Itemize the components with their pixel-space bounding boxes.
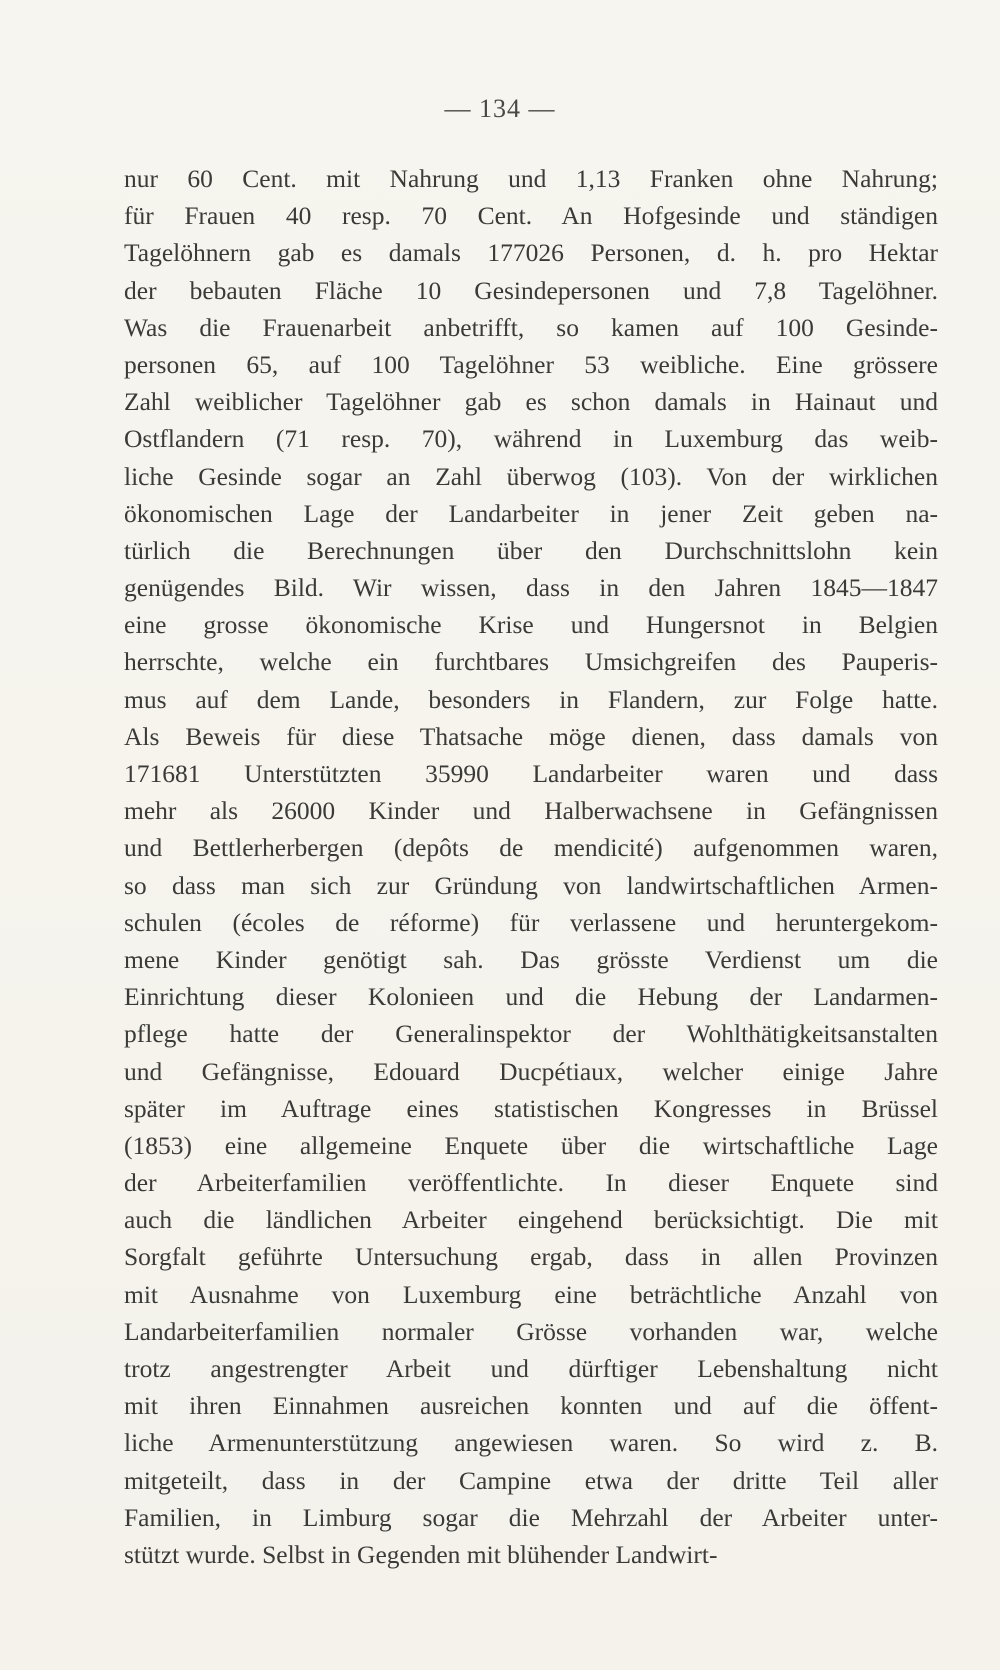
text-line: Familien, in Limburg sogar die Mehrzahl der Arbeiter unter- xyxy=(124,1502,938,1532)
text-line: für Frauen 40 resp. 70 Cent. An Hofgesinde und ständigen xyxy=(124,201,938,231)
text-line: Zahl weiblicher Tagelöhner gab es schon damals in Hainaut und xyxy=(124,387,938,417)
text-line: und Gefängnisse, Edouard Ducpétiaux, welcher einige Jahre xyxy=(124,1056,938,1086)
text-line: Was die Frauenarbeit anbetrifft, so kamen auf 100 Gesinde- xyxy=(124,312,938,342)
text-line: eine grosse ökonomische Krise und Hungersnot in Belgien xyxy=(124,610,938,640)
text-line: mehr als 26000 Kinder und Halberwachsene in Gefängnissen xyxy=(124,796,938,826)
text-line: genügendes Bild. Wir wissen, dass in den Jahren 1845—1847 xyxy=(124,573,938,603)
text-line: (1853) eine allgemeine Enquete über die wirtschaftliche Lage xyxy=(124,1130,938,1160)
text-line: mus auf dem Lande, besonders in Flandern, zur Folge hatte. xyxy=(124,684,938,714)
text-line: Als Beweis für diese Thatsache möge dienen, dass damals von xyxy=(124,721,938,751)
text-line: mit ihren Einnahmen ausreichen konnten und auf die öffent- xyxy=(124,1391,938,1421)
text-line: 171681 Unterstützten 35990 Landarbeiter waren und dass xyxy=(124,759,938,788)
text-line: pflege hatte der Generalinspektor der Wohlthätigkeitsanstalten xyxy=(124,1019,938,1049)
text-line: mit Ausnahme von Luxemburg eine beträchtliche Anzahl von xyxy=(124,1279,938,1309)
text-line: liche Armenunterstützung angewiesen waren. So wird z. B. xyxy=(124,1428,938,1458)
body-text xyxy=(124,160,938,1573)
text-line: mitgeteilt, dass in der Campine etwa der dritte Teil aller xyxy=(124,1465,938,1495)
text-line: trotz angestrengter Arbeit und dürftiger Lebenshaltung nicht xyxy=(124,1354,938,1383)
text-line: Tagelöhnern gab es damals 177026 Personen, d. h. pro Hektar xyxy=(124,238,938,268)
text-line: so dass man sich zur Gründung von landwirtschaftlichen Armen- xyxy=(124,870,938,900)
text-line: stützt wurde. Selbst in Gegenden mit blühender Landwirt- xyxy=(124,1539,718,1569)
text-line: später im Auftrage eines statistischen Kongresses in Brüssel xyxy=(124,1093,938,1123)
page-number: — 134 — xyxy=(444,94,556,123)
text-line: Einrichtung dieser Kolonieen und die Hebung der Landarmen- xyxy=(124,982,938,1012)
text-line: Ostflandern (71 resp. 70), während in Luxemburg das weib- xyxy=(124,424,938,454)
text-line: nur 60 Cent. mit Nahrung und 1,13 Franken ohne Nahrung; xyxy=(124,164,938,193)
text-line: personen 65, auf 100 Tagelöhner 53 weibliche. Eine grössere xyxy=(124,349,938,379)
text-line: auch die ländlichen Arbeiter eingehend berücksichtigt. Die mit xyxy=(124,1205,938,1235)
text-line: schulen (écoles de réforme) für verlassene und heruntergekom- xyxy=(124,907,938,937)
text-line: liche Gesinde sogar an Zahl überwog (103). Von der wirklichen xyxy=(124,461,938,491)
text-line: Sorgfalt geführte Untersuchung ergab, dass in allen Provinzen xyxy=(124,1242,938,1272)
text-line: der bebauten Fläche 10 Gesindepersonen und 7,8 Tagelöhner. xyxy=(124,275,938,305)
text-line: der Arbeiterfamilien veröffentlichte. In dieser Enquete sind xyxy=(124,1168,938,1198)
text-line: herrschte, welche ein furchtbares Umsichgreifen des Pauperis- xyxy=(124,647,938,677)
text-line: und Bettlerherbergen (depôts de mendicité) aufgenommen waren, xyxy=(124,833,938,863)
text-line: ökonomischen Lage der Landarbeiter in jener Zeit geben na- xyxy=(124,498,938,528)
text-line: Landarbeiterfamilien normaler Grösse vorhanden war, welche xyxy=(124,1316,938,1346)
text-line: türlich die Berechnungen über den Durchschnittslohn kein xyxy=(124,535,938,565)
text-line: mene Kinder genötigt sah. Das grösste Verdienst um die xyxy=(124,944,938,974)
